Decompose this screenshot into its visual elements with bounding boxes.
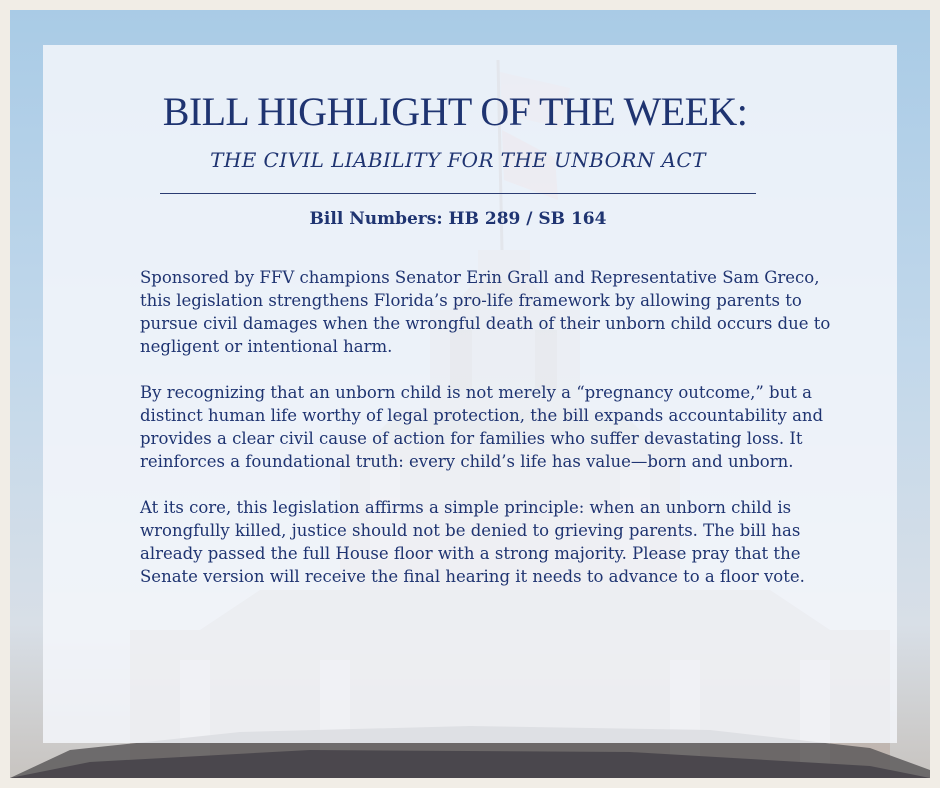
bill-name-subtitle: THE CIVIL LIABILITY FOR THE UNBORN ACT xyxy=(210,148,706,172)
paragraph-sponsors: Sponsored by FFV champions Senator Erin Grall and Representative Sam Greco, this legislation strengthens Florida’s pro-life framework by allowing parents to pursue civil damages when the wrongful death of their unborn child occurs due to negligent or intentional harm. xyxy=(140,268,831,356)
article-body xyxy=(140,266,840,611)
title-divider xyxy=(160,193,756,194)
paragraph-recognition: By recognizing that an unborn child is not merely a “pregnancy outcome,” but a distinct human life worthy of legal protection, the bill expands accountability and provides a clear civil cause of action for families who suffer devastating loss. It reinforces a foundational truth: every child’s life has value—born and unborn. xyxy=(140,383,824,471)
page-title: BILL HIGHLIGHT OF THE WEEK: xyxy=(162,89,748,134)
paragraph-core-principle: At its core, this legislation affirms a simple principle: when an unborn child is wrongfully killed, justice should not be denied to grieving parents. The bill has already passed the full House floor with a strong majority. Please pray that the Senate version will receive the final hearing it needs to advance to a floor vote. xyxy=(140,498,805,586)
bill-numbers: Bill Numbers: HB 289 / SB 164 xyxy=(309,209,607,229)
